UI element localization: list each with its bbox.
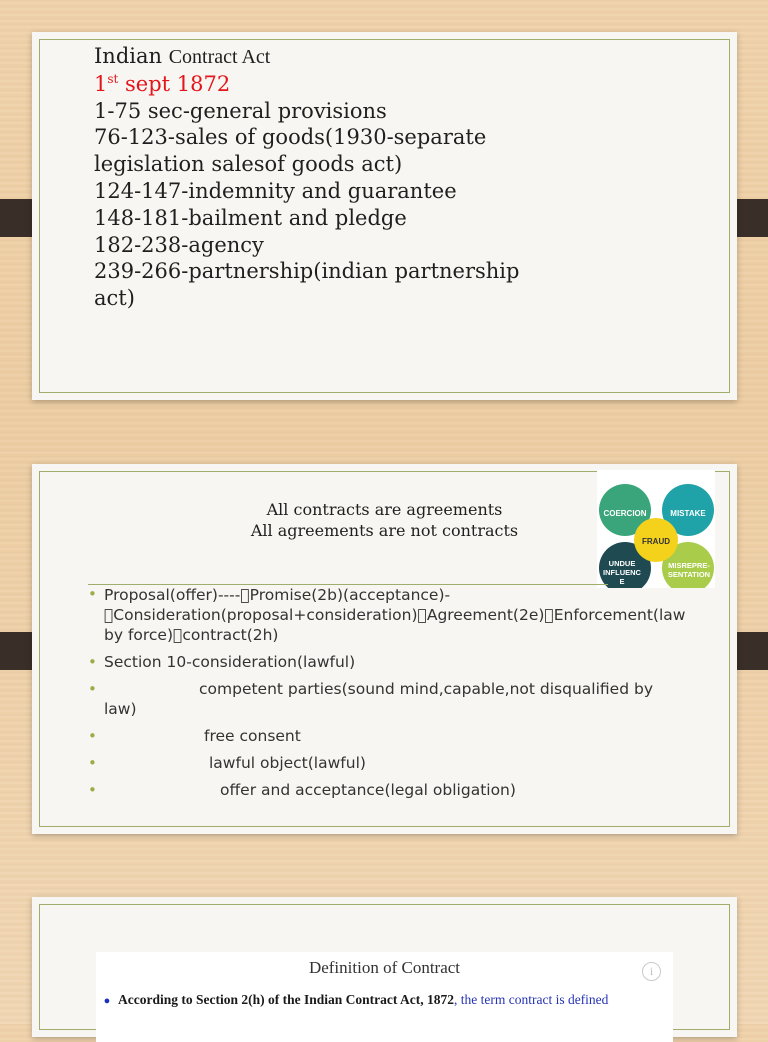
fraud-label: FRAUD <box>642 537 670 546</box>
list-item-text: offer and acceptance(legal obligation) <box>220 781 516 799</box>
contract-elements-list <box>88 584 688 807</box>
slide-text <box>94 43 734 312</box>
heading-line-1: All contracts are agreements <box>266 500 503 519</box>
list-item <box>88 753 688 773</box>
slide-indian-contract-act[interactable] <box>32 32 737 400</box>
list-item-text: lawful object(lawful) <box>209 754 366 772</box>
definition-text <box>96 992 673 1008</box>
date-rest: sept 1872 <box>118 71 231 96</box>
list-item <box>88 726 688 746</box>
info-icon[interactable]: i <box>642 962 661 981</box>
section-line: 76-123-sales of goods(1930-separate <box>94 125 487 150</box>
title-part-1: Indian <box>94 44 169 68</box>
section-line: legislation salesof goods act) <box>94 152 403 177</box>
mistake-label: MISTAKE <box>670 509 706 518</box>
title-part-2: Contract Act <box>168 46 271 68</box>
heading-line-2: All agreements are not contracts <box>250 521 519 540</box>
list-item-text: free consent <box>204 727 301 745</box>
undue-label-2: INFLUENC <box>603 568 641 577</box>
list-item-text: Section 10-consideration(lawful) <box>104 653 356 671</box>
bullet-icon: ● <box>103 995 111 1007</box>
embedded-screenshot <box>96 952 673 1042</box>
date-superscript: st <box>107 71 119 86</box>
slide-title <box>94 43 734 71</box>
definition-rest: , the term contract is defined <box>453 992 609 1007</box>
list-item-text: competent parties(sound mind,capable,not disqualified by law) <box>104 680 653 718</box>
list-item <box>88 652 688 672</box>
slide-contracts-agreements[interactable] <box>32 464 737 834</box>
section-line: 182-238-agency <box>94 232 264 257</box>
enactment-date <box>94 71 734 98</box>
undue-label-3: E <box>619 577 625 586</box>
definition-title: Definition of Contract <box>308 958 461 977</box>
date-number: 1 <box>94 71 108 96</box>
list-item-text: Proposal(offer)---- Promise(2b)(acceptance)- Consideration(proposal+consideration) Agreement(2e) Enforcement(law by force) contract(2h) <box>104 586 668 644</box>
misrep-label-2: SENTATION <box>667 570 711 579</box>
section-line: act) <box>94 286 135 311</box>
section-line: 239-266-partnership(indian partnership <box>94 259 520 284</box>
list-item <box>88 584 688 645</box>
coercion-label: COERCION <box>603 509 647 518</box>
section-line: 1-75 sec-general provisions <box>94 98 387 123</box>
list-item <box>88 679 688 719</box>
slide-definition-of-contract[interactable] <box>32 897 737 1037</box>
slide-heading <box>152 499 617 541</box>
misrep-label-1: MISREPRE- <box>668 561 710 570</box>
section-line: 124-147-indemnity and guarantee <box>94 178 457 203</box>
section-line: 148-181-bailment and pledge <box>94 205 407 230</box>
definition-bold: According to Section 2(h) of the Indian Contract Act, 1872 <box>118 992 454 1007</box>
vitiating-factors-diagram <box>597 470 715 588</box>
list-item <box>88 780 688 800</box>
undue-label-1: UNDUE <box>608 559 636 568</box>
